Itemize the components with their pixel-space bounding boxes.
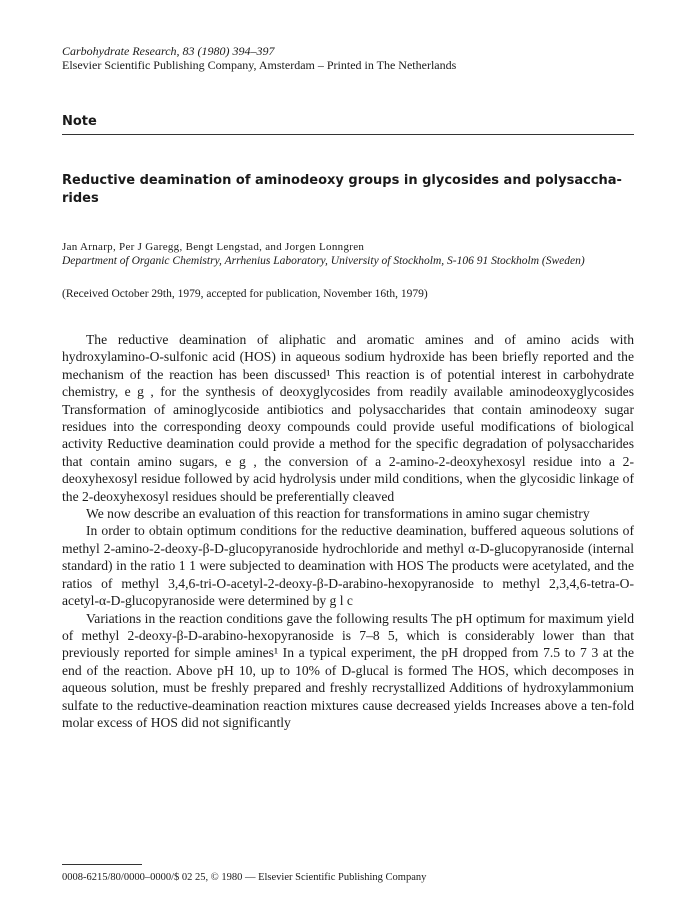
affiliation: Department of Organic Chemistry, Arrhenius Laboratory, University of Stockholm, S-106 91 Stockholm (Sweden) — [62, 255, 585, 267]
section-label: Note — [62, 114, 97, 129]
publisher-line: Elsevier Scientific Publishing Company, Amsterdam – Printed in The Netherlands — [62, 58, 457, 72]
body-paragraph: We now describe an evaluation of this reaction for transformations in amino sugar chemistry — [86, 506, 590, 522]
author-list: Jan Arnarp, Per J Garegg, Bengt Lengstad, and Jorgen Lonngren — [62, 241, 365, 253]
copyright-footer: 0008-6215/80/0000–0000/$ 02 25, © 1980 — Elsevier Scientific Publishing Company — [62, 872, 427, 883]
body-paragraph: Variations in the reaction conditions gave the following results The pH optimum for maximum yield of methyl 2-deoxy-β-D-arabino-hexopyranoside is 7–8 5, which is considerably lower than that previously reported for simple amines¹ In a typical experiment, the pH dropped from 7.5 to 7 3 at the end of the reaction. Above pH 10, up to 10% of D-glucal is formed The HOS, which decomposes in aqueous solution, must be freshly prepared and freshly recrystallized Additions of hydroxylammonium sulfate to the reductive-deamination reaction mixtures cause decreased yields Increases above a ten-fold molar excess of HOS did not significantly — [62, 610, 634, 730]
body-paragraph: The reductive deamination of aliphatic and aromatic amines and of amino acids with hydroxylamino-O-sulfonic acid (HOS) in aqueous sodium hydroxide has been briefly reported and the mechanism of the reaction has been discussed¹ This reaction is of potential interest in carbohydrate chemistry, e g , for the synthesis of deoxyglycosides from readily available aminodeoxyglycosides Transformation of aminoglycoside antibiotics and polysaccharides that contain aminodeoxy sugar residues into the corresponding deoxy compounds could provide useful modifications of biological activity Reductive deamination could provide a method for the specific degradation of polysaccharides that contain amino sugars, e g , the conversion of a 2-amino-2-deoxyhexosyl residue into a 2-deoxyhexosyl residue followed by acid hydrolysis under mild conditions, when the glycosidic linkage of the 2-deoxyhexosyl residues should be preferentially cleaved — [62, 332, 634, 504]
section-rule — [62, 134, 634, 135]
journal-citation: Carbohydrate Research, 83 (1980) 394–397 — [62, 44, 275, 58]
article-body — [62, 331, 634, 731]
article-title: Reductive deamination of aminodeoxy groups in glycosides and polysaccha-rides — [62, 173, 622, 206]
received-dates: (Received October 29th, 1979, accepted for publication, November 16th, 1979) — [62, 288, 428, 300]
body-paragraph: In order to obtain optimum conditions for the reductive deamination, buffered aqueous solutions of methyl 2-amino-2-deoxy-β-D-glucopyranoside hydrochloride and methyl α-D-glucopyranoside (internal standard) in the ratio 1 1 were subjected to deamination with HOS The products were acetylated, and the ratios of methyl 3,4,6-tri-O-acetyl-2-deoxy-β-D-arabino-hexopyranoside to methyl 2,3,4,6-tetra-O-acetyl-α-D-glucopyranoside were determined by g l c — [62, 523, 634, 609]
journal-header — [62, 44, 642, 72]
footer-rule — [62, 864, 142, 865]
